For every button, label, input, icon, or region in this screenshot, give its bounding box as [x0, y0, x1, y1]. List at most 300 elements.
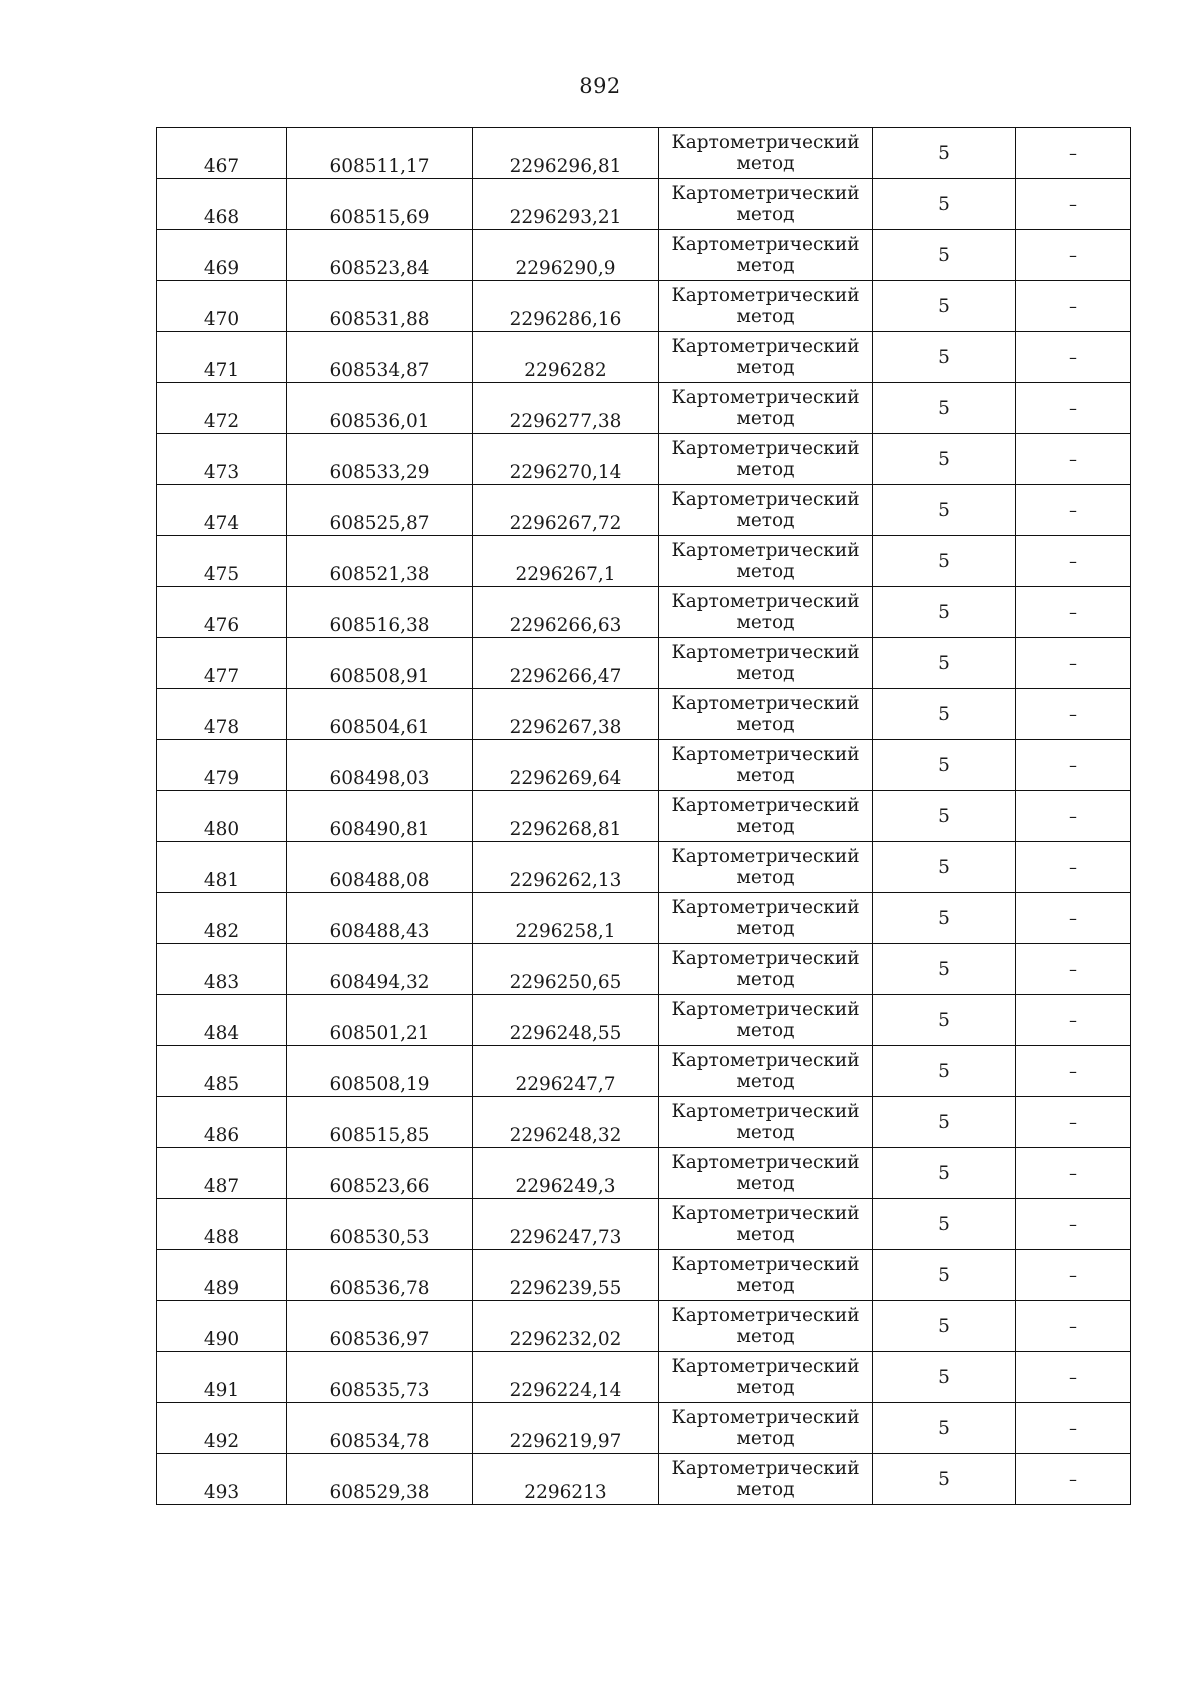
table-row: [157, 536, 1131, 587]
point-number: 476: [203, 615, 240, 636]
point-number-cell: [157, 893, 287, 944]
method-cell: [659, 944, 873, 995]
point-number: 482: [203, 921, 240, 942]
method-line-1: Картометрический: [671, 744, 860, 765]
y-coordinate-cell: [473, 230, 659, 281]
point-number: 469: [203, 258, 240, 279]
method-cell: [659, 1097, 873, 1148]
note-dash: –: [1069, 296, 1077, 316]
table-row: [157, 1097, 1131, 1148]
accuracy-cell: [873, 179, 1016, 230]
x-coordinate: 608494,32: [329, 972, 430, 993]
note-dash: –: [1069, 704, 1077, 724]
y-coordinate-cell: [473, 893, 659, 944]
point-number: 479: [203, 768, 240, 789]
method-cell: [659, 1148, 873, 1199]
x-coordinate-cell: [287, 281, 473, 332]
accuracy-cell: [873, 1148, 1016, 1199]
x-coordinate-cell: [287, 1403, 473, 1454]
y-coordinate-cell: [473, 1046, 659, 1097]
note-dash: –: [1069, 1316, 1077, 1336]
method-cell: [659, 383, 873, 434]
method-line-1: Картометрический: [671, 1254, 860, 1275]
point-number-cell: [157, 1301, 287, 1352]
method-line-2: метод: [736, 1326, 795, 1347]
method-line-1: Картометрический: [671, 1101, 860, 1122]
y-coordinate-cell: [473, 434, 659, 485]
method-line-1: Картометрический: [671, 234, 860, 255]
y-coordinate-cell: [473, 1403, 659, 1454]
x-coordinate: 608536,78: [329, 1278, 430, 1299]
y-coordinate-cell: [473, 383, 659, 434]
x-coordinate-cell: [287, 791, 473, 842]
table-row: [157, 587, 1131, 638]
point-number-cell: [157, 1454, 287, 1505]
method-line-2: метод: [736, 1275, 795, 1296]
method-cell: [659, 1403, 873, 1454]
x-coordinate-cell: [287, 1352, 473, 1403]
accuracy-cell: [873, 536, 1016, 587]
table-row: [157, 1148, 1131, 1199]
method-line-2: метод: [736, 1479, 795, 1500]
y-coordinate: 2296266,63: [509, 615, 622, 636]
point-number: 491: [203, 1380, 240, 1401]
note-cell: [1016, 485, 1131, 536]
point-number: 483: [203, 972, 240, 993]
method-line-1: Картометрический: [671, 897, 860, 918]
table-row: [157, 281, 1131, 332]
accuracy-value: 5: [938, 1366, 950, 1388]
method-line-1: Картометрический: [671, 387, 860, 408]
x-coordinate-cell: [287, 536, 473, 587]
x-coordinate: 608498,03: [329, 768, 430, 789]
x-coordinate-cell: [287, 587, 473, 638]
method-cell: [659, 1454, 873, 1505]
method-cell: [659, 587, 873, 638]
y-coordinate: 2296224,14: [509, 1380, 622, 1401]
note-cell: [1016, 281, 1131, 332]
point-number: 480: [203, 819, 240, 840]
x-coordinate: 608530,53: [329, 1227, 430, 1248]
y-coordinate-cell: [473, 485, 659, 536]
method-line-1: Картометрический: [671, 948, 860, 969]
method-cell: [659, 893, 873, 944]
accuracy-cell: [873, 1250, 1016, 1301]
point-number-cell: [157, 179, 287, 230]
y-coordinate: 2296286,16: [509, 309, 622, 330]
note-dash: –: [1069, 959, 1077, 979]
note-dash: –: [1069, 347, 1077, 367]
method-line-2: метод: [736, 1122, 795, 1143]
y-coordinate: 2296282: [524, 360, 607, 381]
x-coordinate: 608516,38: [329, 615, 430, 636]
note-dash: –: [1069, 602, 1077, 622]
point-number-cell: [157, 1250, 287, 1301]
y-coordinate-cell: [473, 842, 659, 893]
note-cell: [1016, 179, 1131, 230]
note-cell: [1016, 893, 1131, 944]
method-cell: [659, 128, 873, 179]
y-coordinate-cell: [473, 179, 659, 230]
x-coordinate: 608523,84: [329, 258, 430, 279]
point-number: 490: [203, 1329, 240, 1350]
table-row: [157, 179, 1131, 230]
method-line-1: Картометрический: [671, 285, 860, 306]
x-coordinate-cell: [287, 1301, 473, 1352]
y-coordinate-cell: [473, 638, 659, 689]
table-row: [157, 1403, 1131, 1454]
accuracy-cell: [873, 332, 1016, 383]
note-dash: –: [1069, 1163, 1077, 1183]
accuracy-cell: [873, 995, 1016, 1046]
x-coordinate: 608521,38: [329, 564, 430, 585]
accuracy-cell: [873, 434, 1016, 485]
table-row: [157, 1454, 1131, 1505]
point-number-cell: [157, 1199, 287, 1250]
point-number: 477: [203, 666, 240, 687]
accuracy-value: 5: [938, 703, 950, 725]
note-cell: [1016, 1148, 1131, 1199]
point-number-cell: [157, 587, 287, 638]
note-cell: [1016, 1352, 1131, 1403]
accuracy-value: 5: [938, 1060, 950, 1082]
x-coordinate: 608504,61: [329, 717, 430, 738]
method-cell: [659, 434, 873, 485]
x-coordinate: 608533,29: [329, 462, 430, 483]
point-number-cell: [157, 1403, 287, 1454]
note-cell: [1016, 434, 1131, 485]
y-coordinate: 2296277,38: [509, 411, 622, 432]
method-line-2: метод: [736, 1224, 795, 1245]
accuracy-cell: [873, 1403, 1016, 1454]
note-dash: –: [1069, 1367, 1077, 1387]
y-coordinate: 2296258,1: [515, 921, 616, 942]
method-cell: [659, 1352, 873, 1403]
y-coordinate: 2296239,55: [509, 1278, 622, 1299]
note-dash: –: [1069, 1061, 1077, 1081]
accuracy-value: 5: [938, 448, 950, 470]
note-cell: [1016, 332, 1131, 383]
table-row: [157, 485, 1131, 536]
y-coordinate: 2296267,38: [509, 717, 622, 738]
y-coordinate: 2296250,65: [509, 972, 622, 993]
coordinates-table: [156, 127, 1131, 1505]
method-line-2: метод: [736, 816, 795, 837]
note-cell: [1016, 1454, 1131, 1505]
x-coordinate: 608523,66: [329, 1176, 430, 1197]
method-line-2: метод: [736, 663, 795, 684]
method-line-1: Картометрический: [671, 795, 860, 816]
note-cell: [1016, 791, 1131, 842]
x-coordinate: 608536,97: [329, 1329, 430, 1350]
point-number: 473: [203, 462, 240, 483]
x-coordinate-cell: [287, 689, 473, 740]
method-line-1: Картометрический: [671, 540, 860, 561]
point-number-cell: [157, 536, 287, 587]
y-coordinate-cell: [473, 740, 659, 791]
method-line-2: метод: [736, 969, 795, 990]
y-coordinate-cell: [473, 1097, 659, 1148]
x-coordinate: 608534,87: [329, 360, 430, 381]
table-row: [157, 332, 1131, 383]
accuracy-cell: [873, 281, 1016, 332]
x-coordinate: 608534,78: [329, 1431, 430, 1452]
accuracy-cell: [873, 842, 1016, 893]
y-coordinate-cell: [473, 332, 659, 383]
accuracy-value: 5: [938, 805, 950, 827]
note-dash: –: [1069, 398, 1077, 418]
method-cell: [659, 485, 873, 536]
x-coordinate-cell: [287, 1250, 473, 1301]
point-number: 486: [203, 1125, 240, 1146]
method-cell: [659, 791, 873, 842]
accuracy-value: 5: [938, 244, 950, 266]
method-line-1: Картометрический: [671, 846, 860, 867]
point-number: 475: [203, 564, 240, 585]
accuracy-value: 5: [938, 397, 950, 419]
accuracy-cell: [873, 230, 1016, 281]
method-line-2: метод: [736, 510, 795, 531]
note-cell: [1016, 1097, 1131, 1148]
accuracy-value: 5: [938, 142, 950, 164]
x-coordinate: 608535,73: [329, 1380, 430, 1401]
method-cell: [659, 1301, 873, 1352]
x-coordinate: 608515,69: [329, 207, 430, 228]
table-row: [157, 1199, 1131, 1250]
accuracy-cell: [873, 689, 1016, 740]
point-number-cell: [157, 128, 287, 179]
table-row: [157, 383, 1131, 434]
x-coordinate: 608488,08: [329, 870, 430, 891]
y-coordinate: 2296219,97: [509, 1431, 622, 1452]
accuracy-value: 5: [938, 1111, 950, 1133]
accuracy-cell: [873, 1352, 1016, 1403]
y-coordinate-cell: [473, 1199, 659, 1250]
note-dash: –: [1069, 143, 1077, 163]
accuracy-cell: [873, 128, 1016, 179]
method-line-1: Картометрический: [671, 1458, 860, 1479]
y-coordinate: 2296296,81: [509, 156, 622, 177]
point-number-cell: [157, 281, 287, 332]
method-cell: [659, 842, 873, 893]
y-coordinate: 2296270,14: [509, 462, 622, 483]
x-coordinate-cell: [287, 1454, 473, 1505]
method-line-2: метод: [736, 408, 795, 429]
note-dash: –: [1069, 1265, 1077, 1285]
point-number-cell: [157, 434, 287, 485]
table-row: [157, 740, 1131, 791]
x-coordinate-cell: [287, 383, 473, 434]
method-line-1: Картометрический: [671, 1356, 860, 1377]
accuracy-cell: [873, 1301, 1016, 1352]
x-coordinate-cell: [287, 332, 473, 383]
accuracy-value: 5: [938, 295, 950, 317]
note-cell: [1016, 128, 1131, 179]
y-coordinate: 2296247,7: [515, 1074, 616, 1095]
y-coordinate: 2296248,32: [509, 1125, 622, 1146]
table-row: [157, 1250, 1131, 1301]
x-coordinate: 608490,81: [329, 819, 430, 840]
method-line-1: Картометрический: [671, 693, 860, 714]
method-line-1: Картометрический: [671, 999, 860, 1020]
accuracy-value: 5: [938, 346, 950, 368]
y-coordinate: 2296293,21: [509, 207, 622, 228]
note-dash: –: [1069, 653, 1077, 673]
table-row: [157, 791, 1131, 842]
point-number-cell: [157, 638, 287, 689]
x-coordinate-cell: [287, 179, 473, 230]
method-line-2: метод: [736, 1173, 795, 1194]
y-coordinate: 2296290,9: [515, 258, 616, 279]
y-coordinate: 2296232,02: [509, 1329, 622, 1350]
accuracy-value: 5: [938, 958, 950, 980]
y-coordinate-cell: [473, 128, 659, 179]
point-number-cell: [157, 1097, 287, 1148]
y-coordinate-cell: [473, 1352, 659, 1403]
y-coordinate-cell: [473, 944, 659, 995]
y-coordinate: 2296213: [524, 1482, 607, 1503]
accuracy-cell: [873, 485, 1016, 536]
accuracy-cell: [873, 1046, 1016, 1097]
point-number: 467: [203, 156, 240, 177]
x-coordinate-cell: [287, 1199, 473, 1250]
note-dash: –: [1069, 500, 1077, 520]
x-coordinate: 608525,87: [329, 513, 430, 534]
method-line-1: Картометрический: [671, 1152, 860, 1173]
note-cell: [1016, 536, 1131, 587]
note-dash: –: [1069, 908, 1077, 928]
table-row: [157, 1046, 1131, 1097]
method-line-1: Картометрический: [671, 183, 860, 204]
table-row: [157, 128, 1131, 179]
point-number: 492: [203, 1431, 240, 1452]
y-coordinate-cell: [473, 1148, 659, 1199]
accuracy-value: 5: [938, 856, 950, 878]
method-line-1: Картометрический: [671, 1407, 860, 1428]
point-number: 471: [203, 360, 240, 381]
note-cell: [1016, 995, 1131, 1046]
note-dash: –: [1069, 806, 1077, 826]
method-line-2: метод: [736, 306, 795, 327]
method-line-2: метод: [736, 357, 795, 378]
note-dash: –: [1069, 1010, 1077, 1030]
accuracy-cell: [873, 893, 1016, 944]
method-cell: [659, 638, 873, 689]
table-row: [157, 689, 1131, 740]
note-cell: [1016, 587, 1131, 638]
accuracy-cell: [873, 944, 1016, 995]
table-row: [157, 842, 1131, 893]
accuracy-value: 5: [938, 550, 950, 572]
x-coordinate-cell: [287, 842, 473, 893]
accuracy-value: 5: [938, 1162, 950, 1184]
note-cell: [1016, 1199, 1131, 1250]
method-line-2: метод: [736, 1377, 795, 1398]
point-number: 489: [203, 1278, 240, 1299]
point-number: 484: [203, 1023, 240, 1044]
point-number-cell: [157, 944, 287, 995]
point-number: 493: [203, 1482, 240, 1503]
method-cell: [659, 1199, 873, 1250]
note-dash: –: [1069, 1112, 1077, 1132]
method-line-2: метод: [736, 867, 795, 888]
note-dash: –: [1069, 194, 1077, 214]
point-number-cell: [157, 383, 287, 434]
point-number: 487: [203, 1176, 240, 1197]
point-number: 472: [203, 411, 240, 432]
y-coordinate: 2296267,72: [509, 513, 622, 534]
accuracy-value: 5: [938, 1417, 950, 1439]
point-number-cell: [157, 230, 287, 281]
point-number-cell: [157, 1046, 287, 1097]
note-dash: –: [1069, 449, 1077, 469]
y-coordinate: 2296249,3: [515, 1176, 616, 1197]
accuracy-value: 5: [938, 1213, 950, 1235]
method-line-2: метод: [736, 612, 795, 633]
x-coordinate: 608508,91: [329, 666, 430, 687]
note-dash: –: [1069, 1214, 1077, 1234]
note-dash: –: [1069, 755, 1077, 775]
accuracy-value: 5: [938, 499, 950, 521]
x-coordinate-cell: [287, 434, 473, 485]
accuracy-value: 5: [938, 652, 950, 674]
note-dash: –: [1069, 1469, 1077, 1489]
y-coordinate-cell: [473, 689, 659, 740]
y-coordinate: 2296267,1: [515, 564, 616, 585]
y-coordinate-cell: [473, 281, 659, 332]
point-number-cell: [157, 791, 287, 842]
x-coordinate-cell: [287, 1148, 473, 1199]
note-cell: [1016, 638, 1131, 689]
method-cell: [659, 179, 873, 230]
accuracy-value: 5: [938, 907, 950, 929]
method-line-1: Картометрический: [671, 489, 860, 510]
method-cell: [659, 230, 873, 281]
y-coordinate-cell: [473, 791, 659, 842]
method-cell: [659, 536, 873, 587]
point-number-cell: [157, 689, 287, 740]
method-line-1: Картометрический: [671, 438, 860, 459]
point-number: 485: [203, 1074, 240, 1095]
point-number-cell: [157, 485, 287, 536]
accuracy-value: 5: [938, 1009, 950, 1031]
note-cell: [1016, 1046, 1131, 1097]
point-number: 478: [203, 717, 240, 738]
x-coordinate-cell: [287, 944, 473, 995]
accuracy-cell: [873, 740, 1016, 791]
x-coordinate-cell: [287, 230, 473, 281]
point-number-cell: [157, 1352, 287, 1403]
method-cell: [659, 689, 873, 740]
x-coordinate-cell: [287, 485, 473, 536]
accuracy-cell: [873, 791, 1016, 842]
note-dash: –: [1069, 245, 1077, 265]
y-coordinate-cell: [473, 995, 659, 1046]
point-number: 468: [203, 207, 240, 228]
table-row: [157, 893, 1131, 944]
table-row: [157, 995, 1131, 1046]
note-cell: [1016, 689, 1131, 740]
accuracy-cell: [873, 1454, 1016, 1505]
y-coordinate-cell: [473, 1301, 659, 1352]
method-cell: [659, 1250, 873, 1301]
note-dash: –: [1069, 1418, 1077, 1438]
x-coordinate-cell: [287, 128, 473, 179]
accuracy-value: 5: [938, 1315, 950, 1337]
note-cell: [1016, 383, 1131, 434]
method-line-2: метод: [736, 204, 795, 225]
y-coordinate-cell: [473, 536, 659, 587]
